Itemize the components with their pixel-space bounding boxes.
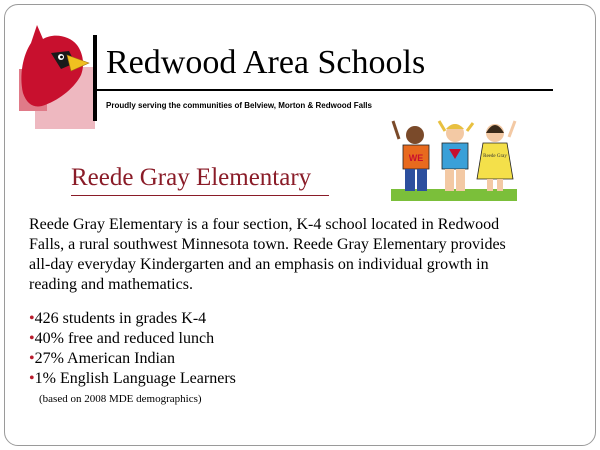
school-description: Reede Gray Elementary is a four section, K-4 school located in Redwood Falls, a rural southwest Minnesota town. Reede Gray Elementary provides all-day everyday Kindergarten and an emphasis on individual growth in reading and mathematics. xyxy=(29,216,506,293)
child-middle-icon xyxy=(439,121,473,191)
bullet-icon: • xyxy=(29,350,35,367)
bullet-icon: • xyxy=(29,310,35,327)
children-illustration xyxy=(391,117,517,201)
header-rule xyxy=(93,89,553,91)
page-title: Redwood Area Schools xyxy=(106,44,426,81)
logo-vertical-rule xyxy=(93,35,97,121)
shirt-right-text: Reede Gray xyxy=(483,154,507,159)
bullet-icon: • xyxy=(29,330,35,347)
cardinal-logo xyxy=(17,19,97,129)
child-right-icon xyxy=(477,121,515,191)
school-heading-underline xyxy=(71,195,329,196)
list-item: •27% American Indian xyxy=(29,350,176,367)
slide xyxy=(4,4,596,446)
tagline: Proudly serving the communities of Belview, Morton & Redwood Falls xyxy=(106,101,372,110)
footnote: (based on 2008 MDE demographics) xyxy=(39,393,202,405)
child-left-icon xyxy=(393,121,429,191)
list-item: •426 students in grades K-4 xyxy=(29,310,207,327)
school-heading: Reede Gray Elementary xyxy=(71,164,312,191)
list-item: •40% free and reduced lunch xyxy=(29,330,215,347)
stats-list xyxy=(29,309,236,389)
shirt-left-text: WE xyxy=(408,153,424,163)
bullet-icon: • xyxy=(29,370,35,387)
list-item: •1% English Language Learners xyxy=(29,370,236,387)
